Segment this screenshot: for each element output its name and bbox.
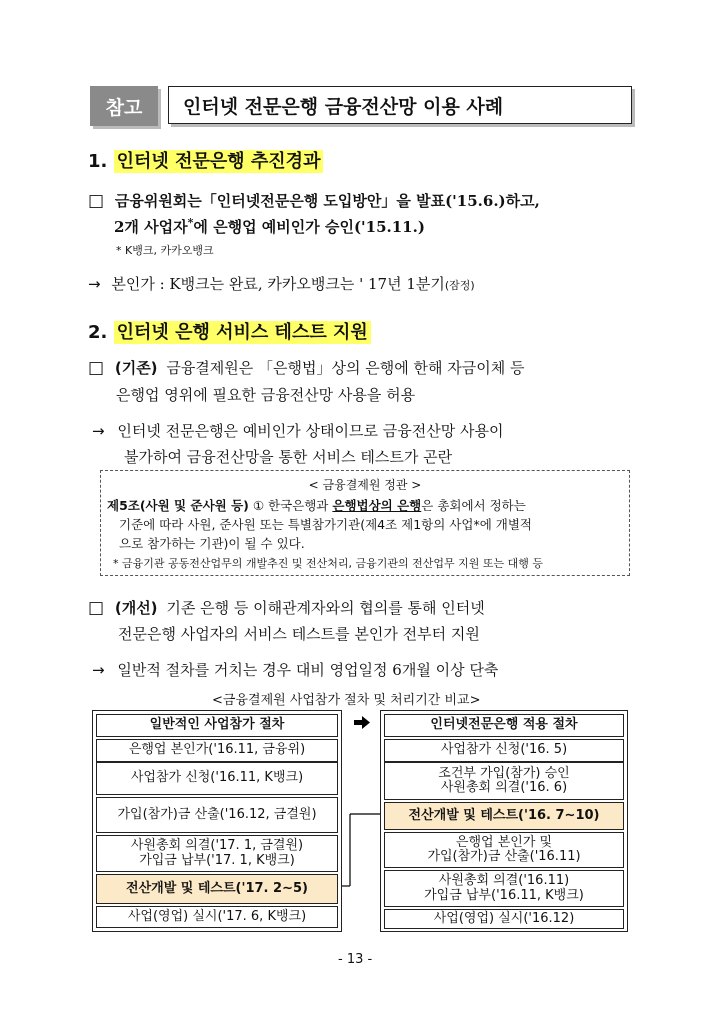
- section1-item2: → 본인가 : K뱅크는 완료, 카카오뱅크는 ' 17년 1분기(잠정): [88, 275, 475, 293]
- standard-step-1: [96, 739, 338, 762]
- arrow-icon: →: [92, 422, 105, 440]
- test-phase-connector: [342, 814, 380, 886]
- internet-bank-step-text: 사업(영업) 실시('16.12): [433, 910, 575, 926]
- section2-heading: 2. 인터넷 은행 서비스 테스트 지원: [88, 318, 371, 344]
- standard-step-4: [96, 835, 338, 872]
- standard-procedure-header: 일반적인 사업참가 절차: [96, 714, 338, 737]
- section1-item1: □ 금융위원회는「인터넷전문은행 도입방안」을 발표('15.6.)하고,: [88, 191, 540, 211]
- standard-step-6: [96, 906, 338, 928]
- flow-caption: <금융결제원 사업참가 절차 및 처리기간 비교>: [212, 693, 481, 708]
- standard-step-text: 전산개발 및 테스트('17. 2∼5): [126, 880, 308, 896]
- page-number: - 13 -: [338, 952, 373, 967]
- internet-bank-step-text: 사업참가 신청('16. 5): [440, 742, 568, 758]
- bylaws-title: < 금융결제원 정관 >: [308, 478, 422, 492]
- section2-item1-line2: 은행업 영위에 필요한 금융전산망 사용을 허용: [116, 386, 416, 404]
- bylaws-excerpt-box: [100, 470, 630, 576]
- bylaws-footnote: * 금융기관 공동전산업무의 개발추진 및 전산처리, 금융기관의 전산업무 지원 또는 대행 등: [113, 557, 543, 570]
- section2-title: 인터넷 은행 서비스 테스트 지원: [114, 321, 371, 344]
- internet-bank-step-text: 전산개발 및 테스트('16. 7∼10): [408, 807, 600, 823]
- flow-connector-arrows: [340, 708, 384, 918]
- section1-item1-line2: 2개 사업자*에 은행업 예비인가 승인('15.11.): [114, 216, 425, 236]
- standard-step-text: 가입(참가)금 산출('16.12, 금결원): [117, 806, 317, 822]
- internet-bank-step-6: [384, 909, 624, 929]
- internet-bank-procedure-header: 인터넷전문은행 적용 절차: [384, 714, 624, 737]
- section2-item3: □ (개선) 기존 은행 등 이해관계자와의 협의를 통해 인터넷: [88, 598, 485, 618]
- internet-bank-step-3: [384, 802, 624, 830]
- bylaws-line1: 제5조(사원 및 준사원 등) ① 한국은행과 은행법상의 은행은 총회에서 정하는: [107, 498, 526, 513]
- section2-item1: □ (기존) 금융결제원은 「은행법」상의 은행에 한해 자금이체 등: [88, 358, 525, 378]
- standard-step-2: [96, 762, 338, 795]
- standard-step-text: 은행업 본인가('16.11, 금융위): [128, 742, 306, 758]
- internet-bank-step-text: 은행업 본인가 및: [455, 834, 553, 850]
- header-arrow-icon: [354, 716, 370, 729]
- internet-bank-step-2: [384, 762, 624, 800]
- standard-step-text: 가입금 납부('17. 1, K뱅크): [139, 852, 295, 868]
- internet-bank-step-text: 사원총회 의결('16.11): [438, 873, 570, 889]
- internet-bank-step-text: 사원총회 의결('16. 6): [440, 780, 568, 795]
- reference-tag: 참고: [90, 86, 158, 126]
- checkbox-bullet-icon: □: [88, 358, 105, 378]
- standard-step-text: 사원총회 의결('17. 1, 금결원): [130, 838, 304, 854]
- internet-bank-step-4: [384, 832, 624, 868]
- internet-bank-step-1: [384, 739, 624, 762]
- standard-step-5: [96, 874, 338, 904]
- standard-step-text: 사업참가 신청('16.11, K뱅크): [130, 770, 304, 786]
- standard-step-3: [96, 797, 338, 833]
- section2-item4: → 일반적 절차를 거치는 경우 대비 영업일정 6개월 이상 단축: [92, 661, 499, 679]
- standard-step-text: 사업(영업) 실시('17. 6, K뱅크): [127, 908, 307, 924]
- internet-bank-step-text: 조건부 가입(참가) 승인: [438, 765, 570, 781]
- arrow-icon: →: [92, 661, 105, 679]
- section1-footnote: * K뱅크, 카카오뱅크: [116, 244, 214, 257]
- checkbox-bullet-icon: □: [88, 191, 105, 211]
- page-title: 인터넷 전문은행 금융전산망 이용 사례: [168, 86, 632, 124]
- section2-item3-line2: 전문은행 사업자의 서비스 테스트를 본인가 전부터 지원: [118, 625, 480, 643]
- internet-bank-step-text: 가입금 납부('16.11, K뱅크): [424, 887, 584, 903]
- internet-bank-step-5: [384, 870, 624, 907]
- internet-bank-step-text: 가입(참가)금 산출('16.11): [427, 849, 581, 864]
- section1-heading: 1. 인터넷 전문은행 추진경과: [88, 147, 323, 173]
- bylaws-line3: 으로 참가하는 기관)이 될 수 있다.: [119, 536, 305, 551]
- section1-title: 인터넷 전문은행 추진경과: [114, 150, 324, 173]
- section2-item2: → 인터넷 전문은행은 예비인가 상태이므로 금융전산망 사용이: [92, 422, 504, 440]
- checkbox-bullet-icon: □: [88, 598, 105, 618]
- bylaws-line2: 기준에 따라 사원, 준사원 또는 특별참가기관(제4조 제1항의 사업*에 개별적: [119, 517, 532, 532]
- section2-item2-line2: 불가하여 금융전산망을 통한 서비스 테스트가 곤란: [124, 448, 453, 466]
- arrow-icon: →: [88, 275, 101, 293]
